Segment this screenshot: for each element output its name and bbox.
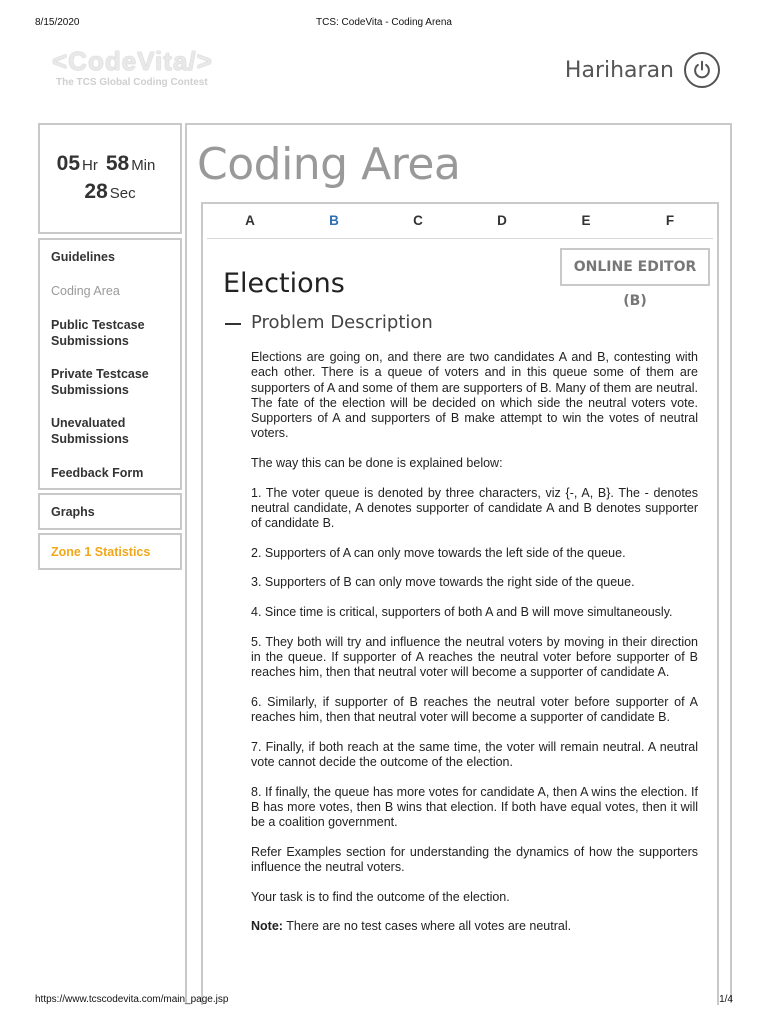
print-header [35,17,733,31]
timer-minutes: 58 [105,152,130,175]
section-label: Problem Description [251,312,433,333]
sidebar-item-private-testcase-submissions[interactable]: Private Testcase Submissions [51,367,149,397]
paragraph: 4. Since time is critical, supporters of both A and B will move simultaneously. [251,605,673,620]
timer-seconds: 28 [84,180,108,203]
sidebar-item-unevaluated-submissions[interactable]: Unevaluated Submissions [51,416,129,446]
user-area [565,52,720,88]
print-footer [35,994,733,1008]
paragraph: Elections are going on, and there are two candidates A and B, contesting with each other. There is a queue of voters and in this queue some of them are supporters of A and some of them are supporters of B. Many of them are neutral. The fate of the election will be decided on which side the neutral voters vote. Supporters of A and supporters of B make attempt to win the votes of neutral voters. [251,350,698,441]
logo-mark: <CodeVita/> [52,46,213,76]
paragraph: 2. Supporters of A can only move towards the left side of the queue. [251,545,626,560]
sidebar-item-zone-statistics[interactable]: Zone 1 Statistics [51,545,151,559]
logout-button[interactable] [684,52,720,88]
sidebar-nav [38,238,182,490]
problem-title: Elections [223,268,345,299]
tab-e[interactable]: E [581,213,591,228]
timer-row-hm [40,151,180,179]
paragraph: Your task is to find the outcome of the election. [251,889,510,904]
zone-box [38,533,182,570]
coding-area-panel [185,123,732,1003]
problem-tabs [207,204,713,239]
tab-d[interactable]: D [497,213,507,228]
print-title: TCS: CodeVita - Coding Arena [315,17,452,28]
paragraph: Refer Examples section for understanding the dynamics of how the supporters influence the neutral voters. [251,844,698,875]
timer-hours: 05 [56,152,80,175]
collapse-minus-icon [225,323,241,325]
countdown-timer [38,123,182,234]
sidebar-item-coding-area[interactable]: Coding Area [51,284,120,298]
print-page-number: 1/4 [719,994,733,1005]
graphs-box [38,493,182,530]
timer-seconds-unit: Sec [109,185,136,202]
power-icon [691,59,713,81]
paragraph: 6. Similarly, if supporter of B reaches the neutral voter before supporter of A reaches him, then that neutral voter will become a supporter of candidate B. [251,694,698,725]
timer-row-s [40,179,180,207]
tab-f[interactable]: F [665,213,675,228]
sidebar-item-feedback-form[interactable]: Feedback Form [51,466,144,480]
tab-a[interactable]: A [245,213,255,228]
sidebar-item-public-testcase-submissions[interactable]: Public Testcase Submissions [51,318,145,348]
logo-tagline: The TCS Global Coding Contest [56,77,208,88]
problem-description [251,350,698,949]
problem-panel [201,202,719,1005]
paragraph: The way this can be done is explained below: [251,456,503,471]
page-title: Coding Area [197,139,461,190]
print-url: https://www.tcscodevita.com/main_page.jsp [35,994,229,1005]
timer-minutes-unit: Min [131,157,156,174]
sidebar-item-guidelines[interactable]: Guidelines [51,250,115,264]
sidebar-item-graphs[interactable]: Graphs [51,505,95,519]
note-text: There are no test cases where all votes are neutral. [282,919,572,934]
timer-hours-unit: Hr [82,157,98,174]
user-name: Hariharan [564,57,674,83]
paragraph: 1. The voter queue is denoted by three characters, viz {-, A, B}. The - denotes neutral candidate, A denotes supporter of candidate A and B denotes supporter of candidate B. [251,485,698,531]
problem-description-toggle[interactable] [225,312,433,333]
codevita-logo[interactable] [52,46,222,92]
paragraph: 7. Finally, if both reach at the same time, the voter will remain neutral. A neutral vote cannot decide the outcome of the election. [251,739,698,770]
paragraph: 8. If finally, the queue has more votes for candidate A, then A wins the election. If B has more votes, then B wins that election. If both have equal votes, then it will be a coalition government. [251,784,698,830]
print-date: 8/15/2020 [35,17,80,28]
online-editor-button[interactable]: ONLINE EDITOR (B) [560,248,710,286]
paragraph: 3. Supporters of B can only move towards the right side of the queue. [251,575,635,590]
tab-b[interactable]: B [329,213,339,228]
note-paragraph [251,919,698,934]
note-label: Note: [251,919,283,934]
paragraph: 5. They both will try and influence the neutral voters by moving in their direction in the queue. If supporter of A reaches the neutral voter before supporter of B reaches him, then that neutral voter will become a supporter of candidate A. [251,634,698,680]
tab-c[interactable]: C [413,213,423,228]
